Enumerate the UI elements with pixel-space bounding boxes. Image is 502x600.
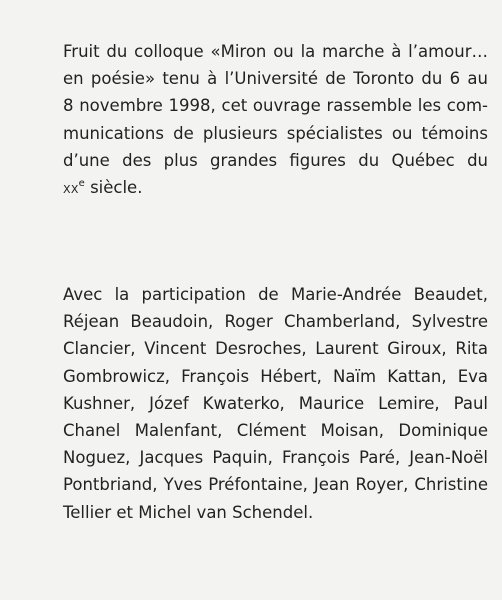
text-line: d’une des plus grandes figures du Québec du: [63, 150, 488, 170]
text-line: Pontbriand, Yves Préfontaine, Jean Royer, Christine: [63, 475, 488, 495]
text-line: munications de plusieurs spécialistes ou témoins: [63, 123, 488, 143]
century-superscript: e: [78, 177, 85, 189]
century-word: siècle.: [84, 177, 143, 197]
participants-paragraph: [63, 281, 488, 526]
text-line-last: [63, 174, 488, 201]
text-line: Chanel Malenfant, Clément Moisan, Dominique: [63, 420, 488, 440]
text-line: Gombrowicz, François Hébert, Naïm Kattan, Eva: [63, 366, 488, 386]
text-line-last: Tellier et Michel van Schendel.: [63, 502, 314, 522]
text-line: Kushner, Józef Kwaterko, Maurice Lemire, Paul: [63, 393, 488, 413]
text-line: en poésie» tenu à l’Université de Toronto du 6 au: [63, 69, 488, 89]
text-line: Réjean Beaudoin, Roger Chamberland, Sylvestre: [63, 312, 488, 332]
text-line: Avec la participation de Marie-Andrée Beaudet,: [63, 285, 488, 304]
century-numeral: XX: [63, 182, 79, 196]
text-line: Fruit du colloque «Miron ou la marche à l’amour…: [63, 42, 488, 61]
text-line: 8 novembre 1998, cet ouvrage rassemble les com-: [63, 96, 488, 116]
text-line: Noguez, Jacques Paquin, François Paré, Jean-Noël: [63, 448, 488, 468]
description-paragraph: [63, 38, 488, 201]
text-line: Clancier, Vincent Desroches, Laurent Giroux, Rita: [63, 339, 488, 359]
